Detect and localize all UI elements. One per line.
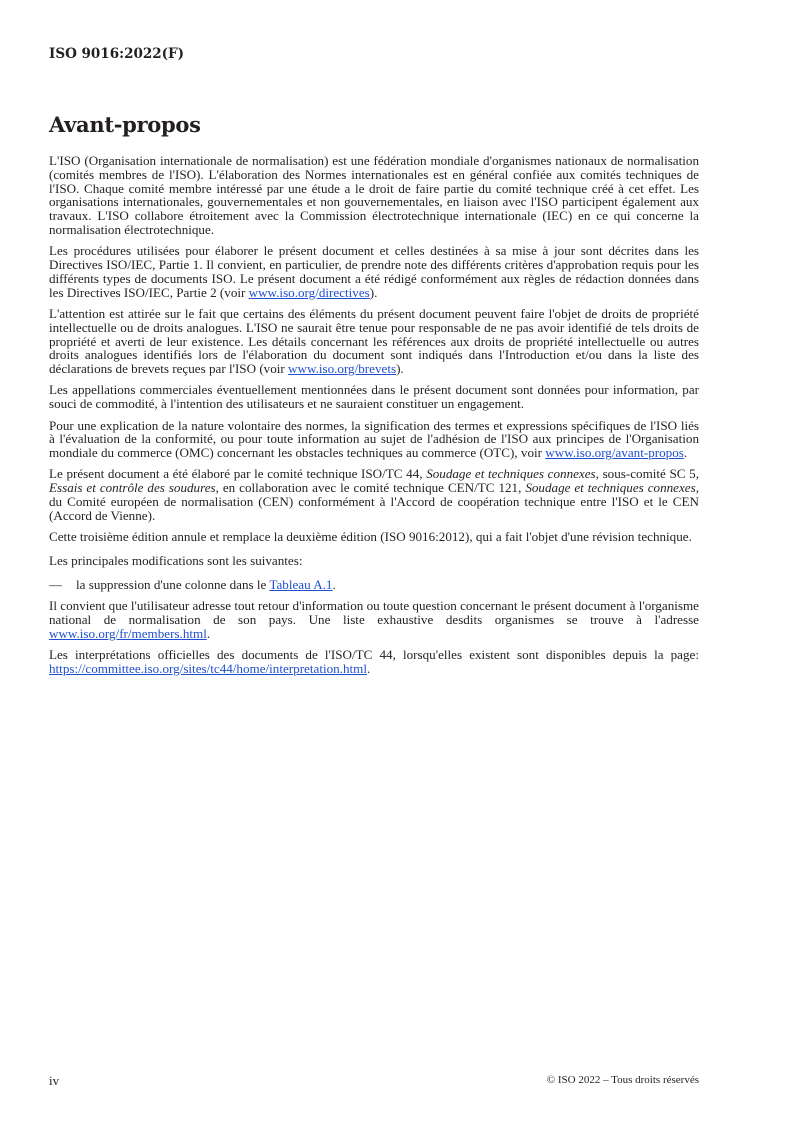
paragraph-text: , sous-comité SC 5, bbox=[595, 466, 699, 482]
paragraph-changes-intro: Les principales modifications sont les suivantes: bbox=[49, 552, 303, 568]
list-text-end: . bbox=[332, 576, 336, 592]
paragraph-text: en collaboration avec le comité technique CEN/TC 121, bbox=[218, 480, 526, 496]
paragraph-iso-intro: L'ISO (Organisation internationale de normalisation) est une fédération mondiale d'organismes nationaux de normalisation (comités membres de l'ISO). L'élaboration des Normes internationales est en général confiée aux comités techniques de l'ISO. Chaque comité membre intéressé par une étude a le droit de faire partie du comité technique créé à cet effet. Les organisations internationales, gouvernementales et non gouvernementales, en liaison avec l'ISO participent également aux travaux. L'ISO collabore étroitement avec la Commission électrotechnique internationale (IEC) en ce qui concerne la normalisation électrotechnique. bbox=[49, 153, 699, 237]
paragraph-text: Les interprétations officielles des documents de l'ISO/TC 44, lorsqu'elles existent sont disponibles depuis la page: bbox=[49, 646, 699, 662]
paragraph-edition: Cette troisième édition annule et remplace la deuxième édition (ISO 9016:2012), qui a fait l'objet d'une révision technique. bbox=[49, 529, 692, 545]
members-link[interactable]: www.iso.org/fr/members.html bbox=[49, 625, 207, 641]
list-text: la suppression d'une colonne dans le bbox=[76, 576, 270, 592]
tableau-a1-link[interactable]: Tableau A.1 bbox=[269, 576, 333, 592]
paragraph-procedures bbox=[49, 244, 699, 299]
copyright-notice: © ISO 2022 – Tous droits réservés bbox=[546, 1074, 699, 1086]
foreword-body bbox=[49, 154, 699, 683]
paragraph-text-end: . bbox=[366, 660, 371, 676]
paragraph-text-end: ). bbox=[396, 361, 404, 377]
paragraph-patents bbox=[49, 307, 699, 376]
interpretation-link[interactable]: https://committee.iso.org/sites/tc44/home/interpretation.html bbox=[49, 660, 367, 676]
paragraph-text: Les procédures utilisées pour élaborer le présent document et celles destinées à sa mise à jour sont décrites dans les Directives ISO/IEC, Partie 1. Il convient, en particulier, de prendre note des différents critères d'approbation requis pour les différents types de documents ISO. Le présent document a été rédigé conformément aux règles de rédaction données dans les Directives ISO/IEC, Partie 2 (voir bbox=[49, 243, 699, 300]
paragraph-trade-names: Les appellations commerciales éventuellement mentionnées dans le présent document sont données pour information, par souci de commodité, à l'intention des utilisateurs et ne sauraient constituer un engagement. bbox=[49, 382, 699, 412]
cen-committee-title-italic: Soudage et techniques connexes, bbox=[525, 480, 699, 496]
section-title: Avant-propos bbox=[49, 112, 201, 137]
paragraph-text-end: ). bbox=[369, 284, 378, 300]
paragraph-text: Pour une explication de la nature volontaire des normes, la signification des termes et expressions spécifiques de l'ISO liés à l'évaluation de la conformité, ou pour toute information au sujet de l'adhésion de l'ISO aux principes de l'Organisation mondiale du commerce (OMC) concernant les obstacles techniques au commerce (OTC), voir bbox=[49, 417, 699, 461]
paragraph-text: du Comité européen de normalisation (CEN) conformément à l'Accord de coopération technique entre l'ISO et le CEN (Accord de Vienne). bbox=[49, 494, 699, 523]
paragraph-feedback bbox=[49, 599, 699, 640]
subcommittee-title-italic: Essais et contrôle des soudures, bbox=[49, 480, 219, 496]
committee-title-italic: Soudage et techniques connexes bbox=[426, 466, 596, 482]
paragraph-interpretations bbox=[49, 648, 699, 676]
list-item-change bbox=[49, 578, 699, 592]
directives-link[interactable]: www.iso.org/directives bbox=[248, 284, 370, 300]
brevets-link[interactable]: www.iso.org/brevets bbox=[288, 361, 397, 377]
document-id-header: ISO 9016:2022(F) bbox=[49, 46, 185, 62]
paragraph-text-end: . bbox=[683, 445, 688, 461]
paragraph-text-end: . bbox=[206, 625, 211, 641]
list-item-text bbox=[76, 578, 336, 592]
avant-propos-link[interactable]: www.iso.org/avant-propos bbox=[545, 445, 684, 461]
paragraph-voluntary-nature bbox=[49, 419, 699, 460]
page-number: iv bbox=[49, 1073, 60, 1088]
paragraph-text: Le présent document a été élaboré par le comité technique ISO/TC 44, bbox=[49, 466, 427, 482]
list-dash: — bbox=[49, 576, 63, 592]
paragraph-text: L'attention est attirée sur le fait que certains des éléments du présent document peuvent faire l'objet de droits de propriété intellectuelle ou de droits analogues. L'ISO ne saurait être tenue pour responsable de ne pas avoir identifié de tels droits de propriété et averti de leur existence. Les détails concernant les références aux droits de propriété intellectuelle ou autres droits analogues identifiés lors de l'élaboration du document sont indiqués dans l'Introduction et/ou dans la liste des déclarations de brevets reçues par l'ISO (voir bbox=[49, 305, 699, 377]
paragraph-committee bbox=[49, 467, 699, 522]
paragraph-text: Il convient que l'utilisateur adresse tout retour d'information ou toute question concernant le présent document à l'organisme national de normalisation de son pays. Une liste exhaustive desdits organismes se trouve à l'adresse bbox=[49, 598, 699, 627]
